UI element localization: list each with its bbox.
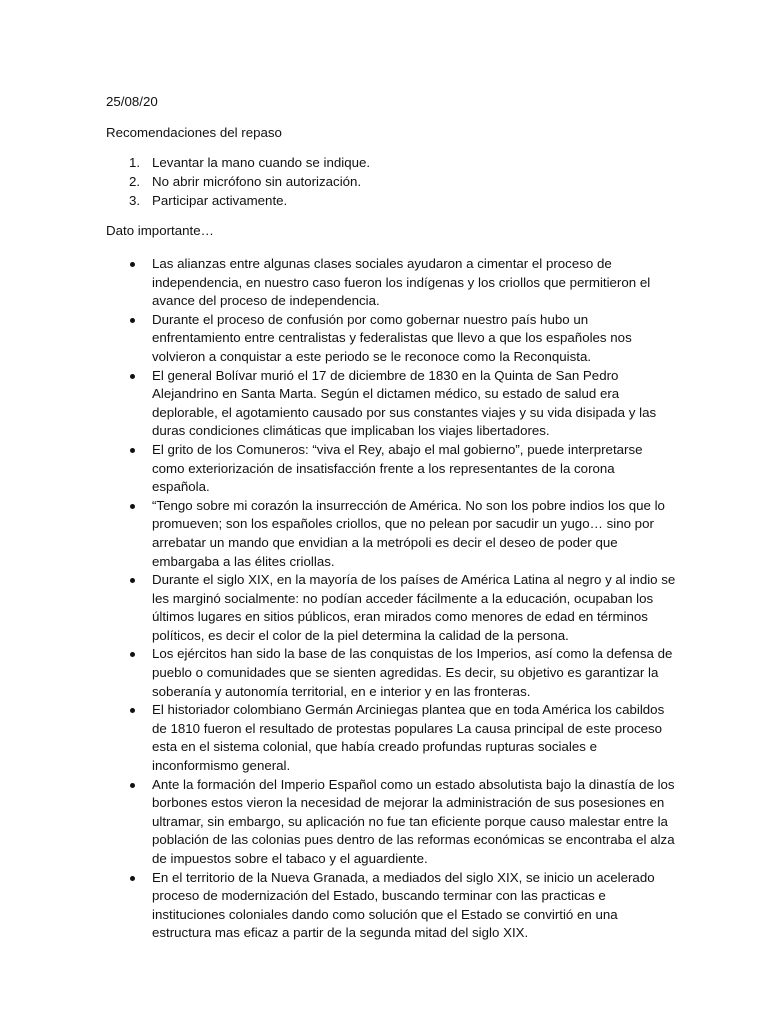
fact-item [106,367,676,441]
fact-text: “Tengo sobre mi corazón la insurrección de América. No son los pobre indios los que lo promueven; son los españoles criollos, que no pelean por sacudir un yugo… sino por arrebatar un mando que envidian a la metrópoli es decir el deseo de poder que embargaba a las élites criollas. [152,497,665,569]
document-page [106,92,676,943]
important-label: Dato importante… [106,223,214,238]
fact-text: El grito de los Comuneros: “viva el Rey, abajo el mal gobierno”, puede interpretarse como exteriorización de insatisfacción frente a los representantes de la corona española. [152,441,643,495]
rule-item [106,153,676,172]
fact-item [106,701,676,775]
fact-text: Durante el siglo XIX, en la mayoría de los países de América Latina al negro y al indio se les marginó socialmente: no podían acceder fácilmente a la educación, ocupaban los últimos lugares en sitios públicos, eran mirados como menores de edad en términos políticos, es decir el color de la piel determina la calidad de la persona. [152,572,676,643]
rule-number: 2. [129,174,141,189]
document-date: 25/08/20 [106,94,158,109]
rule-number: 1. [129,155,141,170]
fact-text: Los ejércitos han sido la base de las conquistas de los Imperios, así como la defensa de pueblo o comunidades que se sienten agredidas. Es decir, su objetivo es garantizar la soberanía y autonomía territorial, en e interior y en las fronteras. [152,646,673,699]
fact-item [106,311,676,367]
fact-text: Durante el proceso de confusión por como gobernar nuestro país hubo un enfrentamiento entre centralistas y federalistas que llevo a que los españoles nos volvieron a conquistar a este periodo se le reconoce como la Reconquista. [152,311,632,364]
fact-item [106,776,676,869]
bullet-icon [130,448,135,453]
fact-text: El historiador colombiano Germán Arciniegas plantea que en toda América los cabildos de 1810 fueron el resultado de protestas populares La causa principal de este proceso esta en el sistema colonial, que había creado profundas rupturas sociales e inconformismo general. [152,702,665,774]
bullet-icon [130,783,135,788]
fact-item [106,869,676,943]
rule-text: No abrir micrófono sin autorización. [152,174,362,189]
facts-list [106,255,676,943]
fact-text: En el territorio de la Nueva Granada, a mediados del siglo XIX, se inicio un acelerado proceso de modernización del Estado, buscando terminar con las practicas e instituciones coloniales dando como solución que el Estado se convirtió en una estructura mas eficaz a partir de la segunda mitad del siglo XIX. [152,869,655,941]
fact-text: Las alianzas entre algunas clases sociales ayudaron a cimentar el proceso de independencia, en nuestro caso fueron los indígenas y los criollos que permitieron el avance del proceso de independencia. [152,256,651,309]
bullet-icon [130,262,135,267]
rules-heading: Recomendaciones del repaso [106,125,282,140]
bullet-icon [130,504,135,509]
bullet-icon [130,876,135,881]
rule-text: Levantar la mano cuando se indique. [152,155,371,170]
rule-text: Participar activamente. [152,193,288,208]
rules-list [106,153,676,210]
fact-item [106,645,676,701]
fact-item [106,571,676,645]
bullet-icon [130,318,135,323]
bullet-icon [130,652,135,657]
rule-item [106,172,676,191]
fact-item [106,441,676,497]
fact-text: Ante la formación del Imperio Español como un estado absolutista bajo la dinastía de los borbones estos vieron la necesidad de mejorar la administración de sus posesiones en ultramar, sin embargo, su aplicación no fue tan eficiente porque causo malestar entre la población de las colonias pues dentro de las reformas económicas se encontraba el alza de impuestos sobre el tabaco y el aguardiente. [152,776,675,866]
bullet-icon [130,708,135,713]
rule-number: 3. [129,193,141,208]
rule-item [106,191,676,210]
bullet-icon [130,578,135,583]
fact-text: El general Bolívar murió el 17 de diciembre de 1830 en la Quinta de San Pedro Alejandrino en Santa Marta. Según el dictamen médico, su estado de salud era deplorable, el agotamiento causado por sus constantes viajes y su vida disipada y las duras condiciones climáticas que implicaban los viajes libertadores. [152,367,657,439]
fact-item [106,497,676,571]
fact-item [106,255,676,311]
bullet-icon [130,374,135,379]
